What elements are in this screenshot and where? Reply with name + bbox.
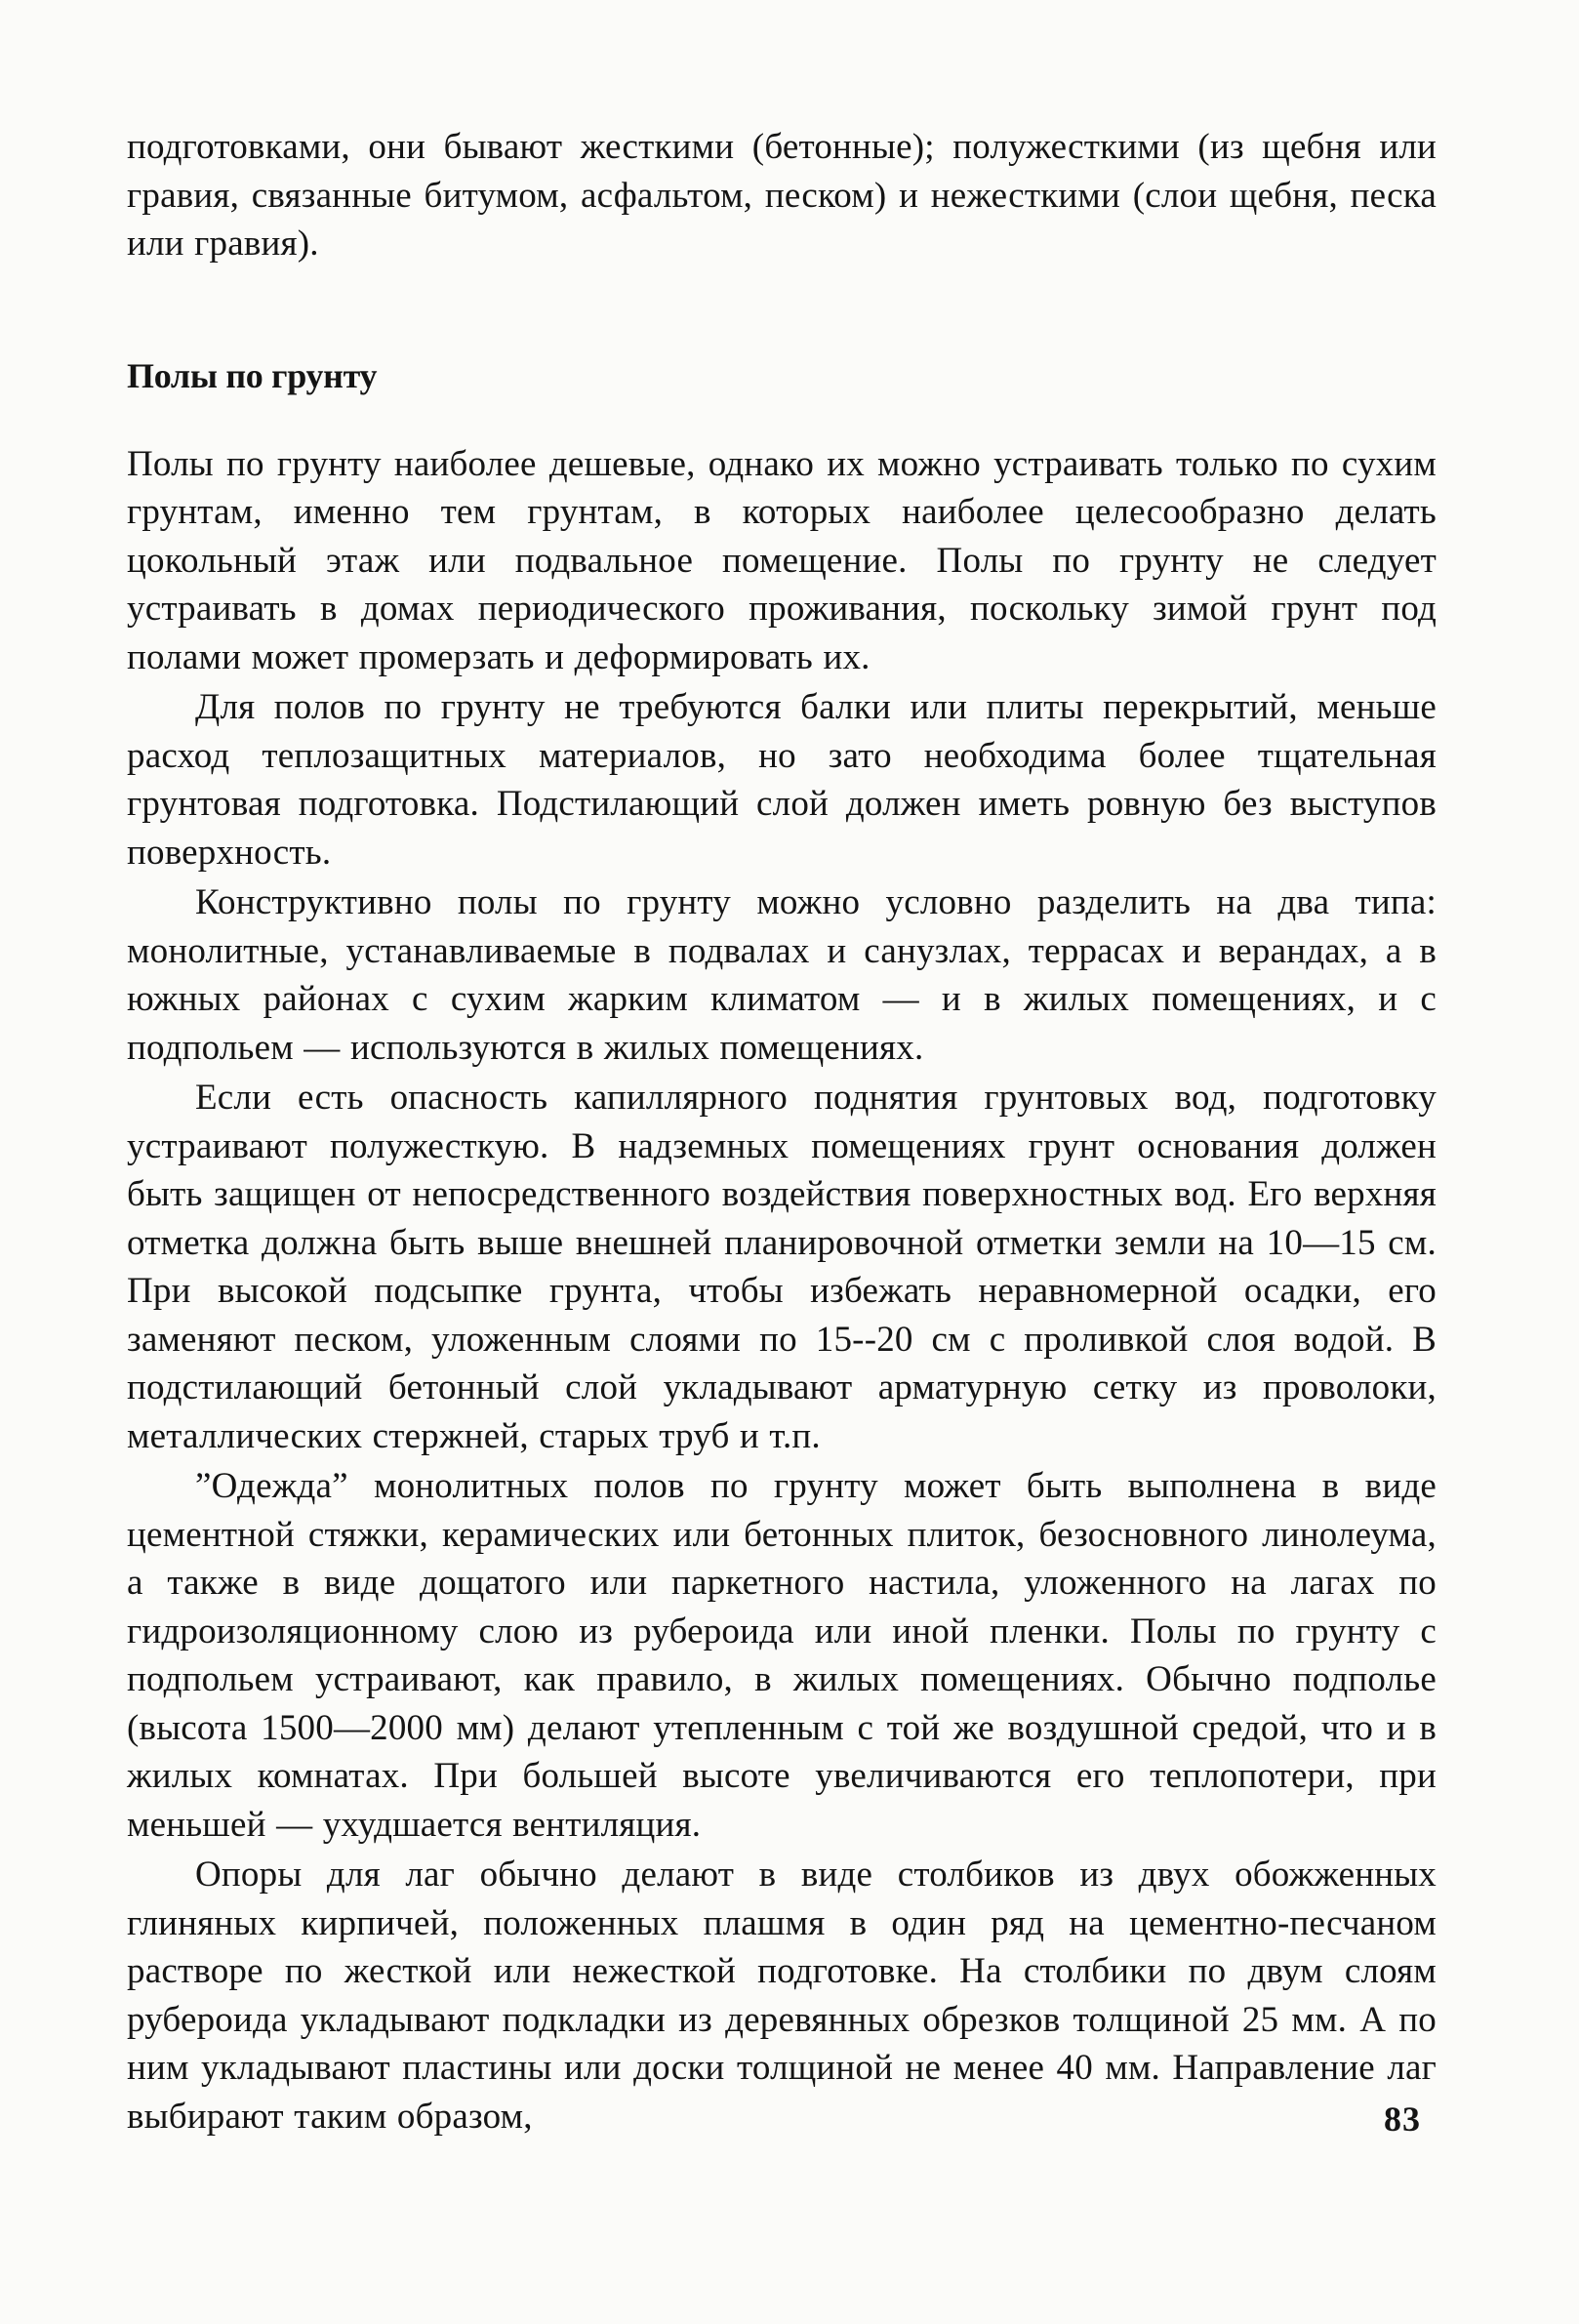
paragraph-4: Если есть опасность капиллярного поднятия грунтовых вод, подготовку устраивают полужесткую. В надземных помещениях грунт основания должен быть защищен от непосредственного воздействия поверхностных вод. Его верхняя отметка должна быть выше внешней планировочной отметки земли на 10—15 см. При высокой подсыпке грунта, чтобы избежать неравномерной осадки, его заменяют песком, уложенным слоями по 15--20 см с проливкой слоя водой. В подстилающий бетонный слой укладывают арматурную сетку из проволоки, металлических стержней, старых труб и т.п. bbox=[127, 1078, 1437, 1456]
page-content bbox=[127, 123, 1437, 2142]
page-number: 83 bbox=[1384, 2100, 1421, 2139]
paragraph-1: Полы по грунту наиболее дешевые, однако их можно устраивать только по сухим грунтам, именно тем грунтам, в которых наиболее целесообразно делать цокольный этаж или подвальное помещение. Полы по грунту не следует устраивать в домах периодического проживания, поскольку зимой грунт под полами может промерзать и деформировать их. bbox=[127, 443, 1437, 677]
paragraph-2: Для полов по грунту не требуются балки или плиты перекрытий, меньше расход теплозащитных материалов, но зато необходима более тщательная грунтовая подготовка. Подстилающий слой должен иметь ровную без выступов поверхность. bbox=[127, 687, 1437, 873]
continuation-paragraph: подготовками, они бывают жесткими (бетонные); полужесткими (из щебня или гравия, связанные битумом, асфальтом, песком) и нежесткими (слои щебня, песка или гравия). bbox=[127, 127, 1437, 264]
paragraph-6: Опоры для лаг обычно делают в виде столбиков из двух обожженных глиняных кирпичей, положенных плашмя в один ряд на цементно-песчаном растворе по жесткой или нежесткой подготовке. На столбики по двум слоям рубероида укладывают подкладки из деревянных обрезков толщиной 25 мм. А по ним укладывают пластины или доски толщиной не менее 40 мм. Направление лаг выбирают таким образом, bbox=[127, 1855, 1437, 2137]
section-title: Полы по грунту bbox=[127, 355, 378, 395]
paragraph-5: ”Одежда” монолитных полов по грунту может быть выполнена в виде цементной стяжки, керамических или бетонных плиток, безосновного линолеума, а также в виде дощатого или паркетного настила, уложенного на лагах по гидроизоляционному слою из рубероида или иной пленки. Полы по грунту с подпольем устраивают, как правило, в жилых помещениях. Обычно подполье (высота 1500—2000 мм) делают утепленным с той же воздушной средой, что и в жилых комнатах. При большей высоте увеличиваются его теплопотери, при меньшей — ухудшается вентиляция. bbox=[127, 1466, 1437, 1845]
paragraph-3: Конструктивно полы по грунту можно условно разделить на два типа: монолитные, устанавливаемые в подвалах и санузлах, террасах и верандах, а в южных районах с сухим жарким климатом — и в жилых помещениях, и с подпольем — используются в жилых помещениях. bbox=[127, 882, 1437, 1068]
